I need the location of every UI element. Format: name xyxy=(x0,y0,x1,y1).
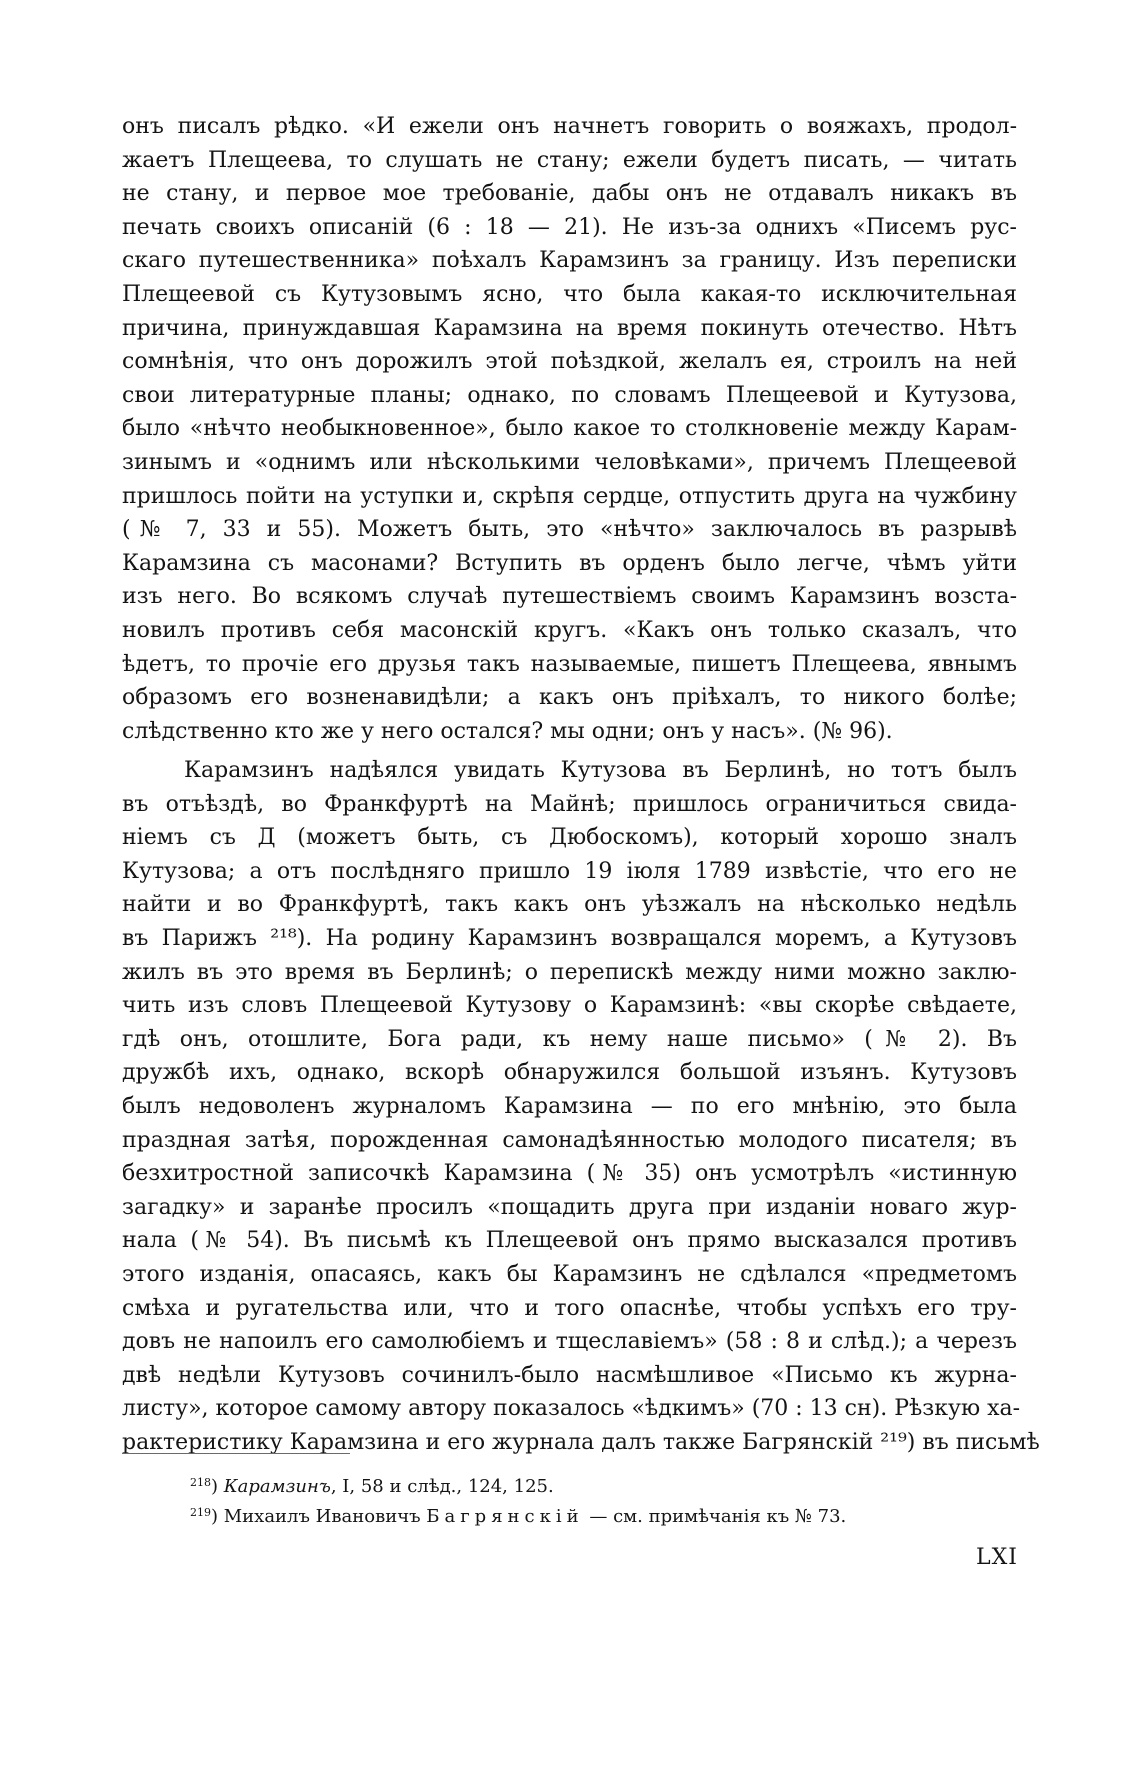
paragraph-2 xyxy=(122,754,1040,1459)
text-line: зинымъ и «однимъ или нѣсколькими человѣками», причемъ Плещеевой xyxy=(122,449,1017,475)
text-line: гдѣ онъ, отошлите, Бога ради, къ нему наше письмо» (№ 2). Въ xyxy=(122,1026,1017,1052)
text-line: скаго путешественника» поѣхалъ Карамзинъ за границу. Изъ переписки xyxy=(122,248,1017,274)
text-line: нала (№ 54). Въ письмѣ къ Плещеевой онъ прямо высказался противъ xyxy=(122,1228,1017,1254)
footnote-219: $^{219}$) Михаилъ Ивановичъ Багрянскій — см. примѣчанія къ № 73. xyxy=(190,1506,847,1527)
page-number: LXI xyxy=(976,1545,1018,1570)
text-line: образомъ его возненавидѣли; а какъ онъ пріѣхалъ, то никого болѣе; xyxy=(122,685,1017,711)
text-line: сомнѣнія, что онъ дорожилъ этой поѣздкой, желалъ ея, строилъ на ней xyxy=(122,349,1017,375)
text-line: слѣдственно кто же у него остался? мы одни; онъ у насъ». (№ 96). xyxy=(122,718,893,744)
text-line: праздная затѣя, порожденная самонадѣянностью молодого писателя; въ xyxy=(122,1127,1017,1153)
text-line: новилъ противъ себя масонскій кругъ. «Какъ онъ только сказалъ, что xyxy=(122,617,1017,643)
text-line: въ Парижъ ²¹⁸). На родину Карамзинъ возвращался моремъ, а Кутузовъ xyxy=(122,925,1017,951)
footnote-marker: 218 xyxy=(190,1476,211,1489)
text-line: пришлось пойти на уступки и, скрѣпя сердце, отпустить друга на чужбину xyxy=(122,483,1017,509)
text-line: листу», которое самому автору показалось «ѣдкимъ» (70 : 13 сн). Рѣзкую ха- xyxy=(122,1396,1021,1422)
text-line: свои литературные планы; однако, по словамъ Плещеевой и Кутузова, xyxy=(122,382,1017,408)
text-line: было «нѣчто необыкновенное», было какое то столкновеніе между Карам- xyxy=(122,416,1017,442)
text-line: двѣ недѣли Кутузовъ сочинилъ-было насмѣшливое «Письмо къ журна- xyxy=(122,1362,1017,1388)
text-line: рактеристику Карамзина и его журнала далъ также Багрянскій ²¹⁹) въ письмѣ xyxy=(122,1429,1040,1455)
footnote-marker: 219 xyxy=(190,1506,211,1519)
text-line: причина, принуждавшая Карамзина на время покинуть отечество. Нѣтъ xyxy=(122,315,1017,341)
text-line: смѣха и ругательства или, что и того опаснѣе, чтобы успѣхъ его тру- xyxy=(122,1295,1017,1321)
text-line: былъ недоволенъ журналомъ Карамзина — по его мнѣнію, это была xyxy=(122,1093,1017,1119)
text-line: изъ него. Во всякомъ случаѣ путешествіемъ своимъ Карамзинъ возста- xyxy=(122,584,1017,610)
text-line: загадку» и заранѣе просилъ «пощадить друга при изданіи новаго жур- xyxy=(122,1194,1017,1220)
paragraph-1 xyxy=(122,110,1017,748)
text-line: Карамзинъ надѣялся увидать Кутузова въ Берлинѣ, но тотъ былъ xyxy=(184,758,1017,783)
text-line: Кутузова; а отъ послѣдняго пришло 19 іюля 1789 извѣстіе, что его не xyxy=(122,858,1017,884)
footnote-text: , I, 58 и слѣд., 124, 125. xyxy=(330,1476,554,1497)
text-line: печать своихъ описаній (6 : 18 — 21). Не изъ-за однихъ «Писемъ рус- xyxy=(122,214,1017,240)
text-line: ѣдетъ, то прочіе его друзья такъ называемые, пишетъ Плещеева, явнымъ xyxy=(122,651,1017,677)
footnote-218: $^{218}$) Карамзинъ, I, 58 и слѣд., 124, 125. xyxy=(190,1476,554,1497)
text-line: этого изданія, опасаясь, какъ бы Карамзинъ не сдѣлался «предметомъ xyxy=(122,1261,1017,1287)
footnote-divider xyxy=(122,1453,350,1454)
footnote-source-title: Карамзинъ xyxy=(223,1476,331,1497)
text-line: (№ 7, 33 и 55). Можетъ быть, это «нѣчто» заключалось въ разрывѣ xyxy=(122,517,1017,543)
text-line: Плещеевой съ Кутузовымъ ясно, что была какая-то исключительная xyxy=(122,281,1017,307)
text-line: жилъ въ это время въ Берлинѣ; о перепискѣ между ними можно заклю- xyxy=(122,959,1017,985)
text-line: ніемъ съ Д (можетъ быть, съ Дюбоскомъ), который хорошо зналъ xyxy=(122,825,1017,851)
text-line: найти и во Франкфуртѣ, такъ какъ онъ уѣзжалъ на нѣсколько недѣль xyxy=(122,892,1017,918)
text-line: жаетъ Плещеева, то слушать не стану; ежели будетъ писать, — читать xyxy=(122,147,1017,173)
text-line: не стану, и первое мое требованіе, дабы онъ не отдавалъ никакъ въ xyxy=(122,181,1017,207)
text-line: безхитростной записочкѣ Карамзина (№ 35) онъ усмотрѣлъ «истинную xyxy=(122,1161,1017,1187)
text-line: онъ писалъ рѣдко. «И ежели онъ начнетъ говорить о вояжахъ, продол- xyxy=(122,114,1017,139)
text-line: довъ не напоилъ его самолюбіемъ и тщеславіемъ» (58 : 8 и слѣд.); а черезъ xyxy=(122,1329,1017,1355)
footnote-person-name: Багрянскій xyxy=(426,1506,584,1527)
text-line: Карамзина съ масонами? Вступить въ орденъ было легче, чѣмъ уйти xyxy=(122,550,1017,576)
text-line: чить изъ словъ Плещеевой Кутузову о Карамзинѣ: «вы скорѣе свѣдаете, xyxy=(122,993,1017,1019)
footnote-text: Михаилъ Ивановичъ xyxy=(223,1506,427,1527)
footnote-text: — см. примѣчанія къ № 73. xyxy=(583,1506,847,1527)
text-line: въ отъѣздѣ, во Франкфуртѣ на Майнѣ; пришлось ограничиться свида- xyxy=(122,791,1017,817)
footnotes xyxy=(190,1468,990,1528)
text-line: дружбѣ ихъ, однако, вскорѣ обнаружился большой изъянъ. Кутузовъ xyxy=(122,1060,1017,1086)
